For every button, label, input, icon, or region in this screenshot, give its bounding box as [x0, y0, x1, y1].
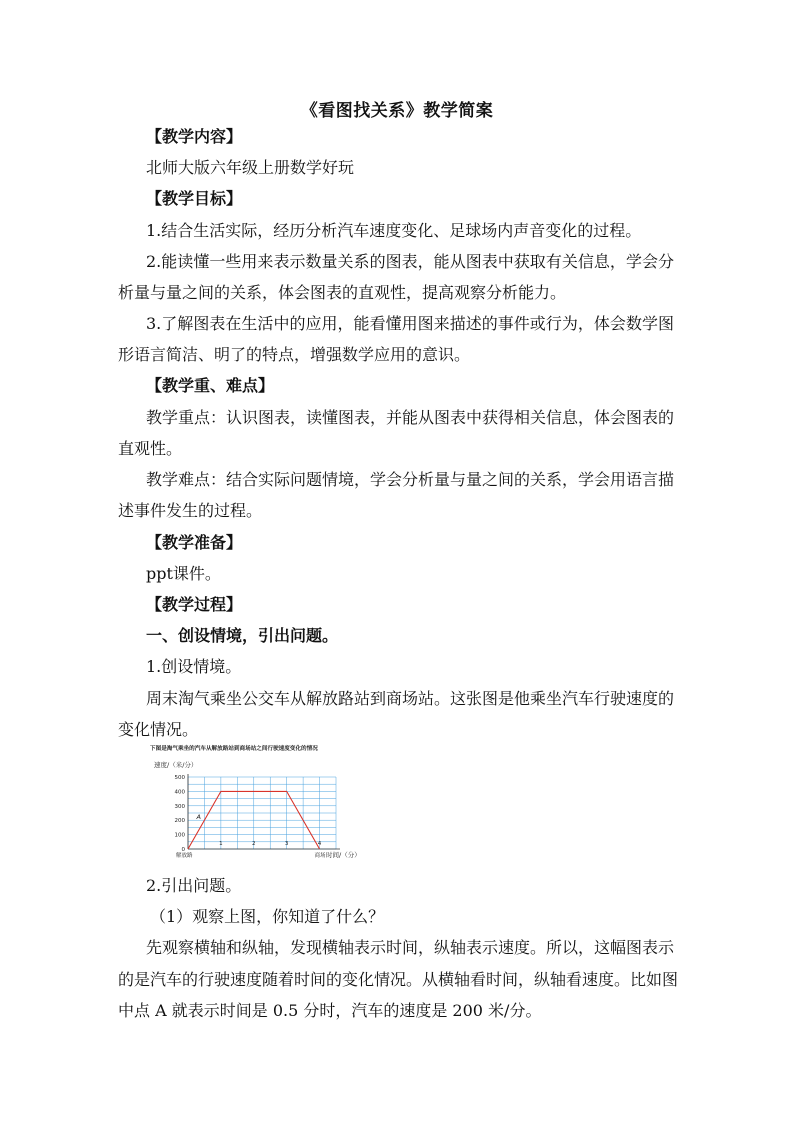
- speed-time-chart: [148, 741, 388, 865]
- goal-3-line-1: 3.了解图表在生活中的应用，能看懂用图来描述的事件或行为，体会数学图: [146, 314, 674, 333]
- answer-line-3: 中点 A 就表示时间是 0.5 分时，汽车的速度是 200 米/分。: [118, 1001, 542, 1020]
- goal-2-line-2: 析量与量之间的关系，体会图表的直观性，提高观察分析能力。: [118, 283, 567, 302]
- answer-line-1: 先观察横轴和纵轴，发现横轴表示时间，纵轴表示速度。所以，这幅图表示: [146, 938, 675, 957]
- chart-x-tick-label: 1: [219, 841, 223, 847]
- heading-key-points: 【教学重、难点】: [146, 376, 275, 395]
- step-1-2: 2.引出问题。: [146, 876, 242, 895]
- heading-preparation: 【教学准备】: [146, 533, 243, 552]
- chart-start-label: 解放路: [176, 853, 193, 859]
- chart-axes: [188, 774, 340, 849]
- chart-end-label: 商场: [314, 853, 326, 859]
- step-1-heading: 一、创设情境，引出问题。: [146, 626, 339, 645]
- document-title: 《看图找关系》教学简案: [300, 101, 494, 121]
- chart-y-tick-label: 400: [174, 789, 185, 796]
- heading-process: 【教学过程】: [146, 595, 243, 614]
- scene-line-1: 周末淘气乘坐公交车从解放路站到商场站。这张图是他乘坐汽车行驶速度的: [146, 689, 675, 708]
- chart-y-ticks: [175, 775, 186, 853]
- chart-x-label: 时间/（分）: [326, 851, 361, 859]
- scene-line-1-wrap: [146, 689, 674, 709]
- chart-y-tick-label: 200: [174, 818, 185, 825]
- chart-y-label: 速度/（米/分）: [154, 761, 198, 769]
- difficulty-line-1: 教学难点：结合实际问题情境，学会分析量与量之间的关系，学会用语言描: [146, 470, 675, 489]
- chart-x-tick-label: 2: [252, 841, 256, 847]
- scene-line-2: 变化情况。: [118, 720, 199, 739]
- content-text: 北师大版六年级上册数学好玩: [146, 158, 355, 177]
- preparation-text: ppt课件。: [146, 564, 221, 583]
- goal-3-line-1-wrap: [146, 314, 674, 334]
- chart-y-tick-label: 500: [174, 775, 185, 781]
- chart-y-tick-label: 300: [174, 803, 185, 810]
- goal-1: 1.结合生活实际，经历分析汽车速度变化、足球场内声音变化的过程。: [146, 221, 642, 240]
- key-point-line-1-wrap: [146, 408, 674, 428]
- chart-y-tick-label: 100: [174, 832, 185, 839]
- answer-line-2: 的是汽车的行驶速度随着时间的变化情况。从横轴看时间，纵轴看速度。比如图: [118, 970, 679, 989]
- key-point-line-2: 直观性。: [118, 439, 183, 458]
- difficulty-line-1-wrap: [146, 470, 674, 490]
- chart-y-tick-label: 0: [181, 847, 185, 853]
- goal-2-line-1: 2.能读懂一些用来表示数量关系的图表，能从图表中获取有关信息，学会分: [146, 252, 674, 271]
- goal-2-line-1-wrap: [146, 252, 674, 272]
- chart-x-tick-label: 3: [284, 841, 289, 847]
- difficulty-line-2: 述事件发生的过程。: [118, 501, 263, 520]
- chart-x-tick-label: 4: [317, 841, 322, 847]
- chart-point-a-label: A: [196, 813, 201, 822]
- heading-content: 【教学内容】: [146, 127, 243, 146]
- step-1-1: 1.创设情境。: [146, 657, 242, 676]
- goal-3-line-2: 形语言简洁、明了的特点，增强数学应用的意识。: [118, 345, 471, 364]
- question-1: （1）观察上图，你知道了什么？: [150, 907, 385, 926]
- key-point-line-1: 教学重点：认识图表，读懂图表，并能从图表中获得相关信息，体会图表的: [146, 408, 675, 427]
- answer-line-2-wrap: [118, 970, 679, 990]
- answer-line-1-wrap: [146, 938, 674, 958]
- chart-title: 下图是淘气乘坐的汽车从解放路站到商场站之间行驶速度变化的情况: [150, 746, 318, 752]
- heading-goals: 【教学目标】: [146, 189, 243, 208]
